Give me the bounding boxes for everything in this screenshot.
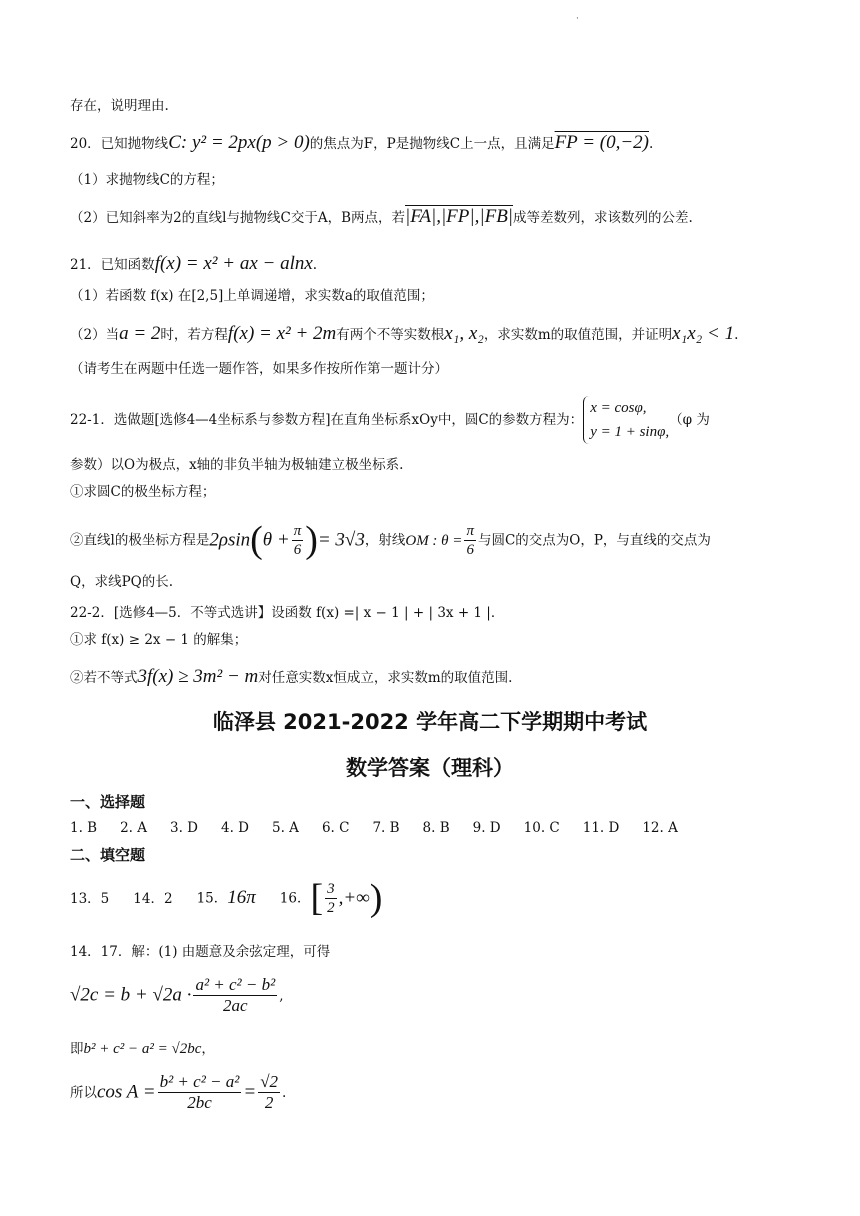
sol17-eq3: 所以cos A = $\frac{\text{b² + c² − a²}}{2bc}$ = $\frac{√2}{2}$ .	[70, 1072, 287, 1113]
answer-12: 12. A	[642, 820, 678, 836]
section-choice: 一、选择题	[70, 793, 146, 811]
q22-1-stem: 22-1．选做题[选修4—4坐标系与参数方程]在直角坐标系xOy中，圆C的参数方程为： x = cosφ, y = 1 + sinφ, （φ 为	[70, 396, 710, 444]
answer-5: 5. A	[272, 820, 299, 836]
q22-2-part1: ①求 f(x) ≥ 2x − 1 的解集；	[70, 632, 248, 648]
q22-1-part2-cont: Q，求线PQ的长.	[70, 574, 174, 590]
vector-fp-equation: FP = (0,−2)	[554, 132, 649, 153]
q22-2-part2: ②若不等式3f(x) ≥ 3m² − m对任意实数x恒成立，求实数m的取值范围.	[70, 666, 513, 687]
answer-16-fraction: $\frac{3}{2}$	[327, 881, 335, 917]
pi-over-6: $\frac{\pi}{6}$	[293, 523, 302, 559]
q21-part1: （1）若函数 f(x) 在[2,5]上单调递增，求实数a的取值范围；	[70, 288, 434, 304]
choice-note: （请考生在两题中任选一题作答，如果多作按所作第一题计分）	[70, 361, 448, 377]
answer-3: 3. D	[170, 820, 199, 836]
top-mark: ·	[576, 14, 579, 24]
answer-1: 1. B	[70, 820, 98, 836]
q22-1-part1: ①求圆C的极坐标方程；	[70, 484, 216, 500]
section-fill: 二、填空题	[70, 846, 146, 864]
choice-answers	[70, 820, 701, 836]
ray-angle: $\frac{\pi}{6}$	[466, 523, 474, 559]
sol17-eq2: 即b² + c² − a² = √2bc，	[70, 1041, 215, 1057]
q20-part1: （1）求抛物线C的方程；	[70, 172, 224, 188]
answer-9: 9. D	[472, 820, 501, 836]
q20-stem: 20．已知抛物线C: y² = 2px(p > 0)的焦点为F，P是抛物线C上一点，且满足FP = (0,−2).	[70, 132, 654, 153]
q22-1-part2: ②直线l的极坐标方程是2ρsin(θ + $\frac{\pi}{6}$ )= 3√3，射线OM : θ = $\frac{\pi}{6}$ 与圆C的交点为O，P，与直线的交点为	[70, 519, 711, 561]
sol17-intro: 14．17．解：(1) 由题意及余弦定理，可得	[70, 944, 331, 960]
q20-part2: （2）已知斜率为2的直线l与抛物线C交于A，B两点，若|FA|,|FP|,|FB|成等差数列，求该数列的公差.	[70, 206, 693, 227]
answer-subtitle: 数学答案（理科）	[346, 756, 514, 780]
parametric-equations: x = cosφ, y = 1 + sinφ,	[583, 396, 669, 444]
parabola-equation: C: y² = 2px(p > 0)	[168, 132, 310, 153]
sol17-eq1: √2c = b + √2a · $\frac{\text{a² + c² − b²}}{2ac}$ ,	[70, 975, 284, 1016]
answer-6: 6. C	[321, 820, 350, 836]
q21-stem: 21．已知函数f(x) = x² + ax − alnx.	[70, 253, 318, 274]
answer-2: 2. A	[120, 820, 148, 836]
q21-part2: （2）当a = 2时，若方程f(x) = x² + 2m有两个不等实数根x₁, x₂，求实数m的取值范围，并证明x₁x₂ < 1.	[70, 323, 739, 344]
q22-2-stem: 22-2．[选修4—5．不等式选讲】设函数 f(x) =| x − 1 | + | 3x + 1 |．	[70, 605, 505, 621]
answer-title: 临泽县 2021-2022 学年高二下学期期中考试	[212, 710, 648, 734]
answer-11: 11. D	[582, 820, 620, 836]
function-definition: f(x) = x² + ax − alnx	[154, 253, 313, 274]
q22-1-cont: 参数）以O为极点，x轴的非负半轴为极轴建立极坐标系.	[70, 457, 404, 473]
answer-8: 8. B	[422, 820, 450, 836]
answer-4: 4. D	[221, 820, 250, 836]
answer-10: 10. C	[523, 820, 560, 836]
q19-tail: 存在，说明理由.	[70, 98, 169, 114]
fill-answers: 13．5 14．2 15．16π 16．[ $\frac{3}{2}$ ,+∞)	[70, 877, 383, 919]
vector-magnitudes: |FA|,|FP|,|FB|	[405, 206, 514, 227]
answer-7: 7. B	[372, 820, 400, 836]
